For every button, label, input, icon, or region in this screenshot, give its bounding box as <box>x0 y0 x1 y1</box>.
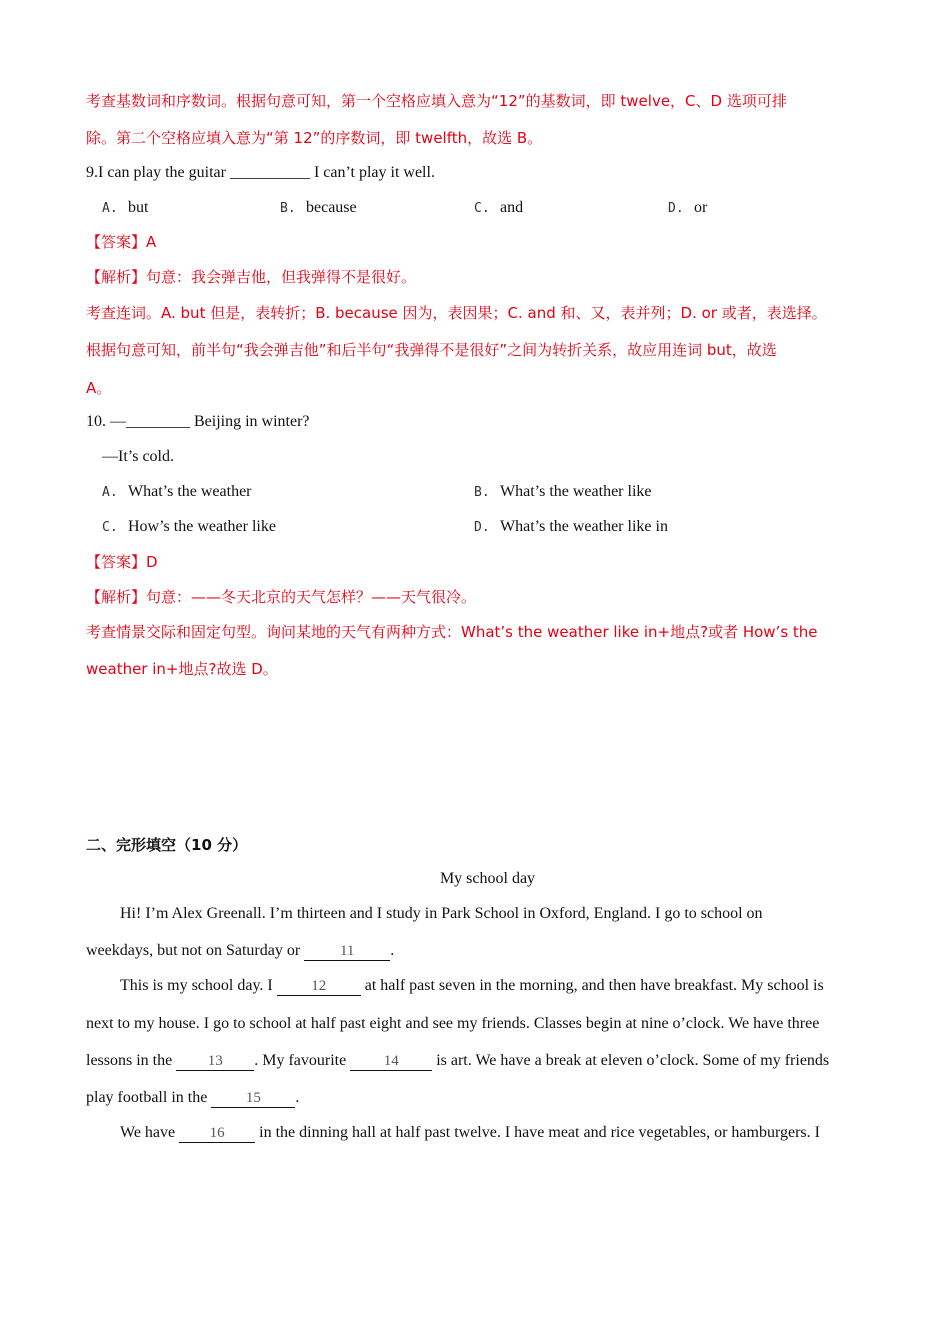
q8-analysis-line1: 考查基数词和序数词。根据句意可知，第一个空格应填入意为“12”的基数词，即 twelve，C、D 选项可排 <box>86 92 787 110</box>
passage-text: This is my school day. I <box>120 977 277 994</box>
q10-analysis-translation: 【解析】句意：——冬天北京的天气怎样？——天气很冷。 <box>86 588 477 606</box>
blank-15[interactable]: 15 <box>211 1089 295 1108</box>
passage-text: lessons in the <box>86 1052 177 1069</box>
q9-option-d-text: or <box>694 199 708 216</box>
q9-option-a <box>102 197 148 220</box>
q9-option-a-text: but <box>128 199 149 216</box>
q10-stem: 10. —________ Beijing in winter? <box>86 413 310 430</box>
blank-12[interactable]: 12 <box>277 977 361 996</box>
q10-answer: 【答案】D <box>86 553 158 571</box>
q9-stem: 9.I can play the guitar __________ I can’t play it well. <box>86 164 435 181</box>
q10-option-a-text: What’s the weather <box>128 483 252 500</box>
section-heading: 二、完形填空（10 分） <box>86 836 248 854</box>
q9-analysis-line2: 考查连词。A. but 但是，表转折；B. because 因为，表因果；C. and 和、又，表并列；D. or 或者，表选择。 <box>86 304 827 322</box>
q9-option-a-key: A. <box>102 201 118 216</box>
q9-option-b <box>280 197 357 220</box>
q10-option-c <box>102 516 276 539</box>
q10-analysis-line2: 考查情景交际和固定句型。询问某地的天气有两种方式：What’s the weather like in+地点?或者 How’s the <box>86 623 818 641</box>
passage-text: is art. We have a break at eleven o’clock. Some of my friends <box>432 1052 830 1069</box>
q9-analysis-line4: A。 <box>86 379 112 397</box>
q9-answer: 【答案】A <box>86 233 157 251</box>
q9-option-c-text: and <box>500 199 524 216</box>
q10-analysis-line3: weather in+地点?故选 D。 <box>86 660 278 678</box>
passage-text: . My favourite <box>254 1052 351 1069</box>
q10-option-b <box>474 481 652 504</box>
blank-16[interactable]: 16 <box>179 1124 255 1143</box>
q9-option-d <box>668 197 707 220</box>
q10-option-b-key: B. <box>474 485 490 500</box>
passage-p2-line4 <box>86 1087 860 1109</box>
q9-analysis-translation: 【解析】句意：我会弹吉他，但我弹得不是很好。 <box>86 268 417 286</box>
blank-11[interactable]: 11 <box>304 942 390 961</box>
q10-option-c-text: How’s the weather like <box>128 518 276 535</box>
q10-option-c-key: C. <box>102 520 118 535</box>
q10-option-b-text: What’s the weather like <box>500 483 652 500</box>
q9-option-d-key: D. <box>668 201 684 216</box>
q10-reply: —It’s cold. <box>102 448 174 465</box>
passage-text: . <box>390 942 395 959</box>
q9-option-b-key: B. <box>280 201 296 216</box>
q10-option-d <box>474 516 668 539</box>
passage-text: weekdays, but not on Saturday or <box>86 942 305 959</box>
q10-option-d-text: What’s the weather like in <box>500 518 668 535</box>
passage-p3-line1 <box>120 1122 860 1144</box>
passage-text: . <box>295 1089 300 1106</box>
q8-analysis-line2: 除。第二个空格应填入意为“第 12”的序数词，即 twelfth，故选 B。 <box>86 129 543 147</box>
passage-text: at half past seven in the morning, and then have breakfast. My school is <box>360 977 824 994</box>
q10-option-a-key: A. <box>102 485 118 500</box>
passage-text: We have <box>120 1124 180 1141</box>
passage-title: My school day <box>439 870 536 887</box>
passage-text: in the dinning hall at half past twelve. I have meat and rice vegetables, or hamburgers. I <box>255 1124 820 1141</box>
q9-analysis-line3: 根据句意可知，前半句“我会弹吉他”和后半句“我弹得不是很好”之间为转折关系，故应用连词 but，故选 <box>86 341 777 359</box>
q10-option-a <box>102 481 252 504</box>
passage-p2-line2: next to my house. I go to school at half past eight and see my friends. Classes begin at nine o’clock. We have three <box>86 1015 820 1032</box>
q9-option-c <box>474 197 523 220</box>
q10-option-d-key: D. <box>474 520 490 535</box>
blank-14[interactable]: 14 <box>350 1052 432 1071</box>
q9-option-c-key: C. <box>474 201 490 216</box>
q9-option-b-text: because <box>306 199 357 216</box>
passage-text: play football in the <box>86 1089 212 1106</box>
passage-p2-line1 <box>120 975 860 997</box>
passage-p1-line1: Hi! I’m Alex Greenall. I’m thirteen and I study in Park School in Oxford, England. I go to school on <box>120 905 763 922</box>
passage-p2-line3 <box>86 1050 860 1072</box>
blank-13[interactable]: 13 <box>176 1052 254 1071</box>
passage-p1-line2 <box>86 940 860 962</box>
